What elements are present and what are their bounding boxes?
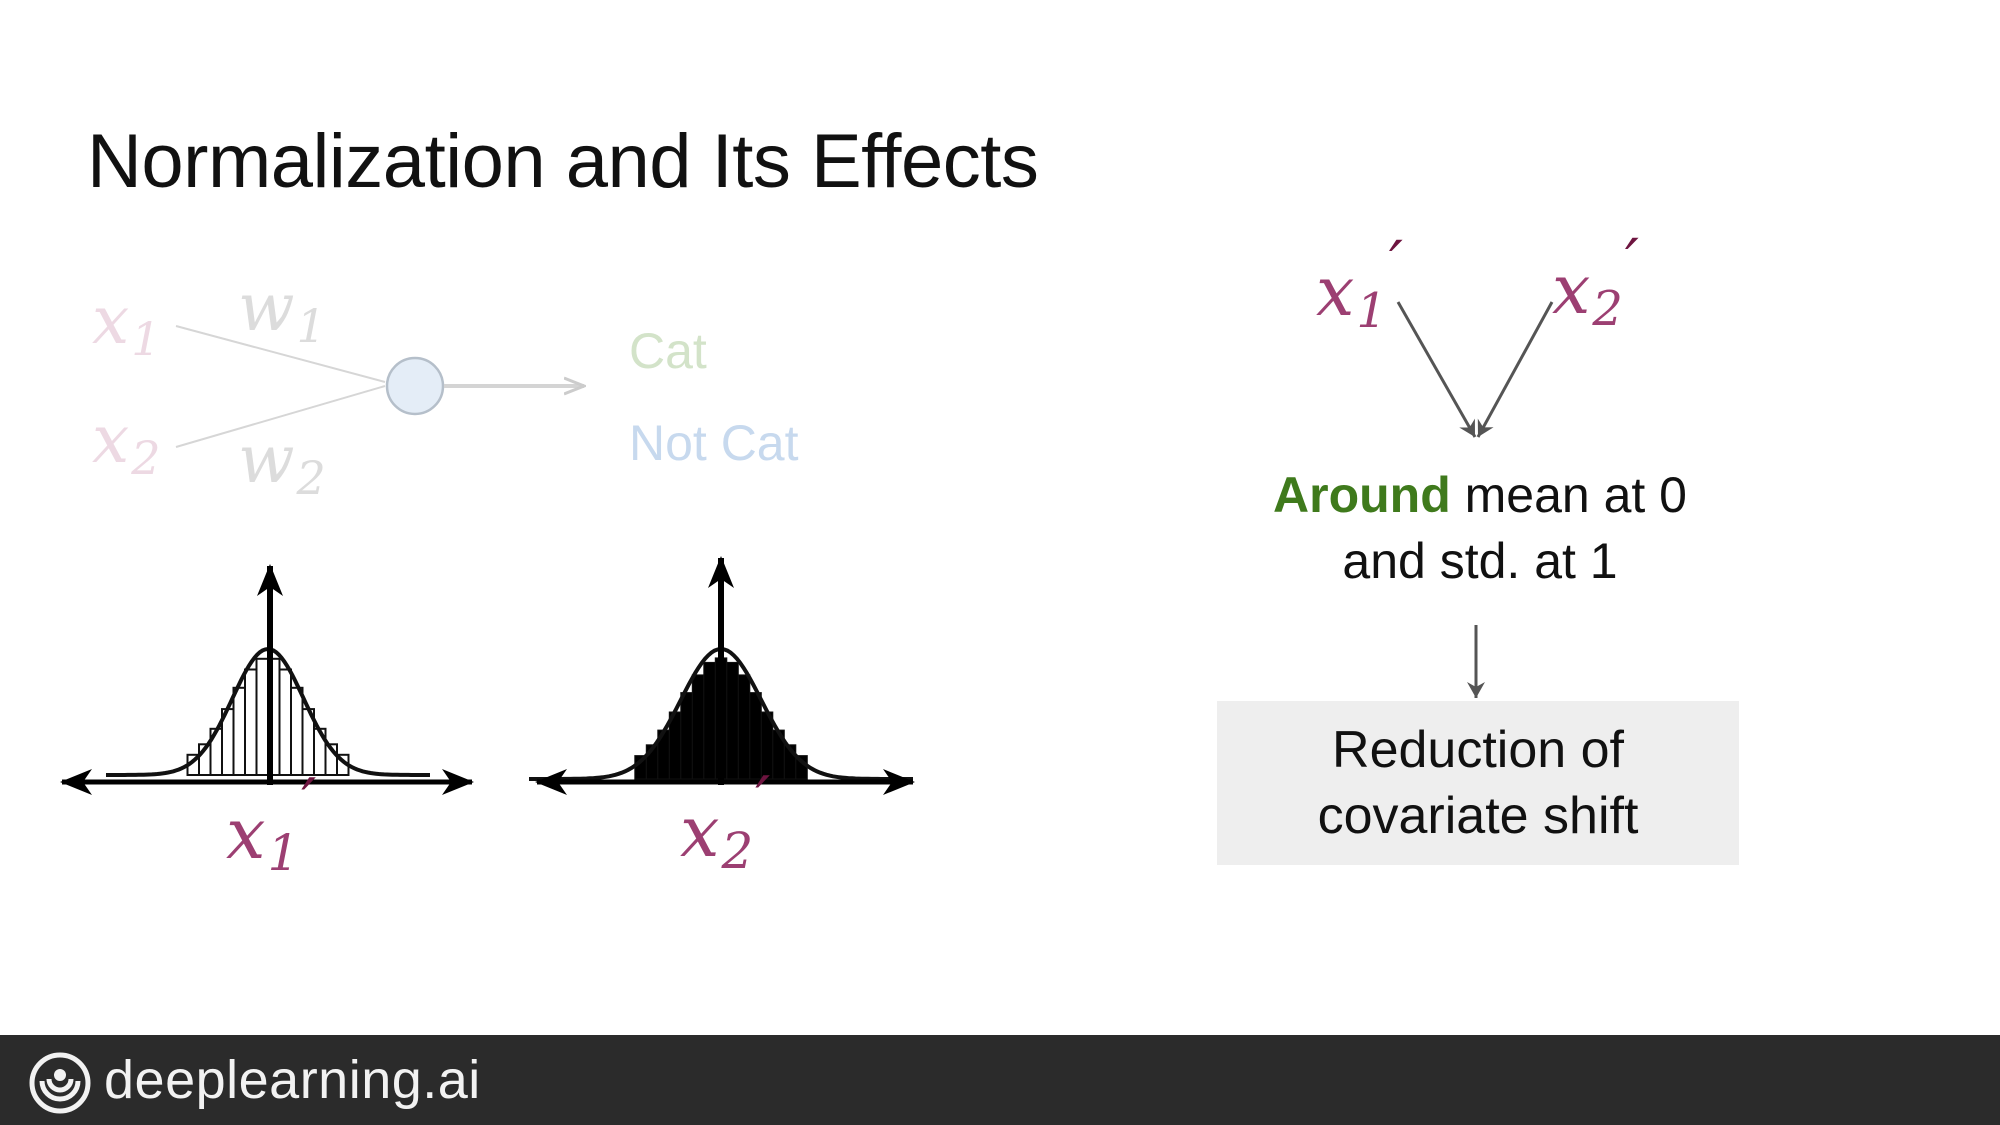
result-text: [1258, 717, 1698, 849]
result-box: [1217, 701, 1739, 865]
axis-label-x2-prime: x2′: [680, 763, 771, 880]
footer-bar: [0, 1035, 2000, 1125]
distribution-x2-chart: [529, 558, 913, 880]
brand-name: deeplearning.ai: [104, 1050, 481, 1110]
statement-line-2: and std. at 1: [1342, 533, 1618, 589]
histogram-bar: [280, 670, 292, 776]
axis-label-x1-prime: x1′: [226, 765, 317, 882]
faded-network: [92, 269, 799, 505]
neuron-node: [387, 358, 443, 414]
result-line-1: Reduction of: [1332, 721, 1624, 779]
output-label-cat: Cat: [629, 323, 707, 379]
histogram-bar: [245, 670, 257, 776]
histogram-bar: [738, 675, 750, 779]
flow-arrow-from-x1: [1398, 302, 1475, 437]
histogram-bar: [681, 693, 693, 779]
result-line-2: covariate shift: [1317, 787, 1639, 845]
flow-input-x2-prime: x2′: [1552, 225, 1639, 337]
statement-line-1: [1200, 462, 1760, 528]
deeplearning-logo-icon: [28, 1051, 92, 1115]
distribution-x1-chart: [62, 566, 472, 882]
flow-arrow-from-x2: [1478, 302, 1552, 437]
input-x1-label: x1: [92, 282, 161, 366]
normalization-statement: [1200, 462, 1760, 594]
slide-title: Normalization and Its Effects: [87, 119, 1039, 204]
statement-accent-word: Around: [1273, 467, 1451, 523]
weight-w1-label: w1: [238, 269, 326, 353]
histogram-bar: [692, 675, 704, 779]
histogram-bar: [234, 688, 246, 775]
output-label-not-cat: Not Cat: [629, 415, 799, 471]
histogram-bar: [727, 662, 739, 779]
weight-w2-label: w2: [238, 421, 326, 505]
histogram-bar: [291, 688, 303, 775]
statement-rest: mean at 0: [1450, 467, 1687, 523]
histogram-bar: [257, 659, 269, 775]
histogram-bar: [704, 662, 716, 779]
input-x2-label: x2: [92, 401, 161, 485]
flow-input-x1-prime: x1′: [1316, 227, 1403, 339]
